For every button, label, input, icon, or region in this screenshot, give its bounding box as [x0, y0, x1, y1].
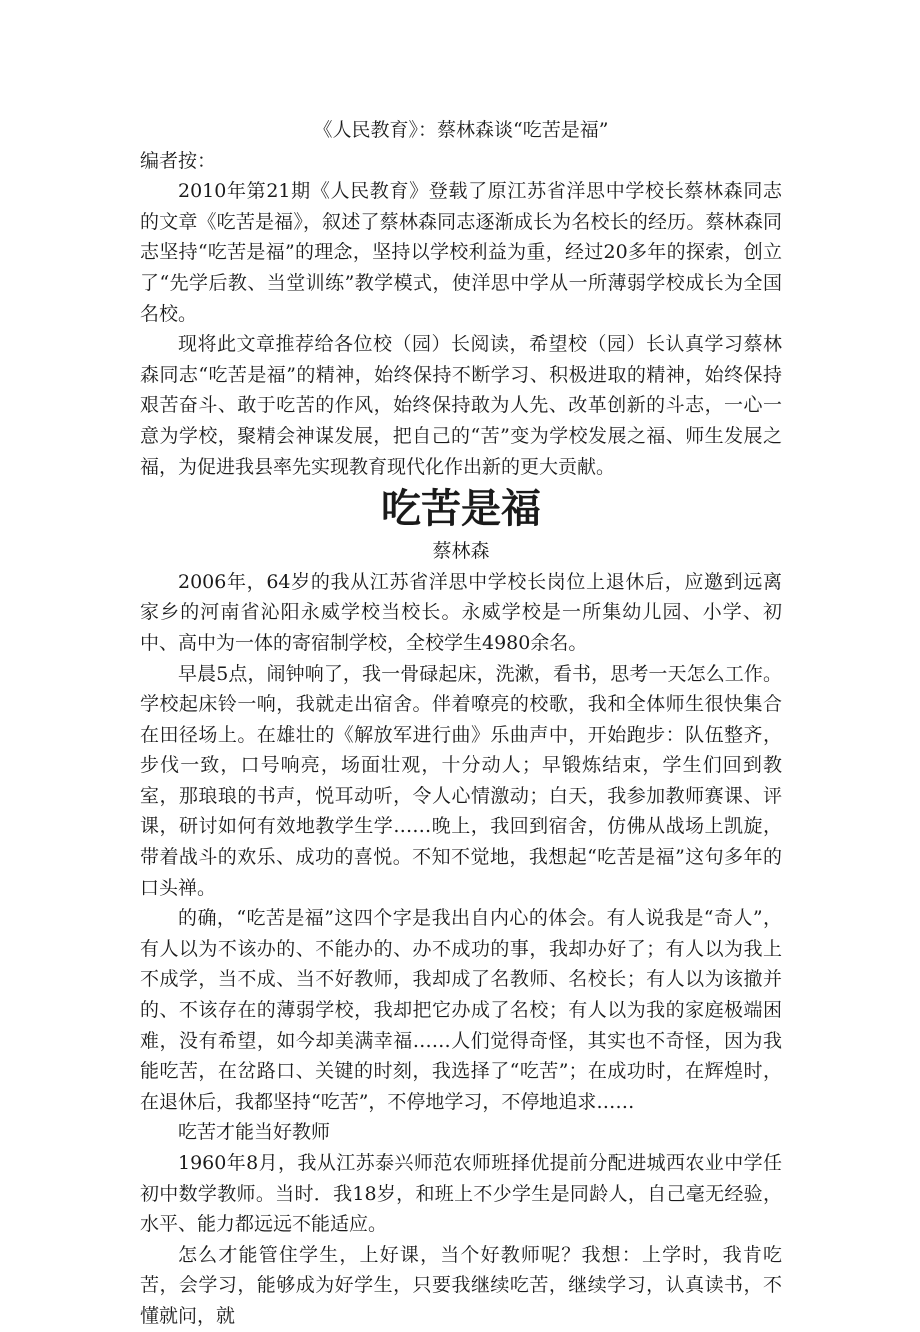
article-paragraph-1: 2006年，64岁的我从江苏省洋思中学校长岗位上退休后，应邀到远离家乡的河南省沁阳永威学校当校长。永威学校是一所集幼儿园、小学、初中、高中为一体的寄宿制学校，全校学生4980余名。	[140, 570, 782, 654]
editor-note-label: 编者按：	[140, 149, 217, 172]
article-paragraph-3: 的确，“吃苦是福”这四个字是我出自内心的体会。有人说我是“奇人”，有人以为不该办的、不能办的、办不成功的事，我却办好了；有人以为我上不成学，当不成、当不好教师，我却成了名教师、名校长；有人以为该撤并的、不该存在的薄弱学校，我却把它办成了名校；有人以为我的家庭极端困难，没有希望，如今却美满幸福……人们觉得奇怪，其实也不奇怪，因为我能吃苦，在岔路口、关键的时刻，我选择了“吃苦”；在成功时，在辉煌时，在退休后，我都坚持“吃苦”，不停地学习，不停地追求……	[140, 907, 782, 1113]
article-paragraph-4: 1960年8月，我从江苏泰兴师范农师班择优提前分配进城西农业中学任初中数学教师。当时．我18岁，和班上不少学生是同龄人，自己毫无经验，水平、能力都远远不能适应。	[140, 1152, 782, 1236]
article-subheading: 吃苦才能当好教师	[178, 1121, 331, 1144]
document-header-title: 《人民教育》：蔡林森谈“吃苦是福”	[313, 119, 609, 141]
document-body	[140, 115, 782, 1332]
article-author: 蔡林森	[432, 540, 490, 563]
article-paragraph-5: 怎么才能管住学生，上好课，当个好教师呢？我想：上学时，我肯吃苦，会学习，能够成为好学生，只要我继续吃苦，继续学习，认真读书，不懂就问，就	[140, 1243, 782, 1327]
article-title: 吃苦是福	[381, 486, 541, 533]
editor-note-paragraph-2: 现将此文章推荐给各位校（园）长阅读，希望校（园）长认真学习蔡林森同志“吃苦是福”的精神，始终保持不断学习、积极进取的精神，始终保持艰苦奋斗、敢于吃苦的作风，始终保持敢为人先、改革创新的斗志，一心一意为学校，聚精会神谋发展，把自己的“苦”变为学校发展之福、师生发展之福，为促进我县率先实现教育现代化作出新的更大贡献。	[140, 333, 782, 478]
editor-note-paragraph-1: 2010年第21期《人民教育》登载了原江苏省洋思中学校长蔡林森同志的文章《吃苦是福》，叙述了蔡林森同志逐渐成长为名校长的经历。蔡林森同志坚持“吃苦是福”的理念，坚持以学校利益为重，经过20多年的探索，创立了“先学后教、当堂训练”教学模式，使洋思中学从一所薄弱学校成长为全国名校。	[140, 180, 782, 325]
article-paragraph-2: 早晨5点，闹钟响了，我一骨碌起床，洗漱，看书，思考一天怎么工作。学校起床铃一响，我就走出宿舍。伴着嘹亮的校歌，我和全体师生很快集合在田径场上。在雄壮的《解放军进行曲》乐曲声中，开始跑步：队伍整齐，步伐一致，口号响亮，场面壮观，十分动人；早锻炼结束，学生们回到教室，那琅琅的书声，悦耳动听，令人心情激动；白天，我参加教师赛课、评课，研讨如何有效地教学生学……晚上，我回到宿舍，仿佛从战场上凯旋，带着战斗的欢乐、成功的喜悦。不知不觉地，我想起“吃苦是福”这句多年的口头禅。	[140, 662, 782, 899]
